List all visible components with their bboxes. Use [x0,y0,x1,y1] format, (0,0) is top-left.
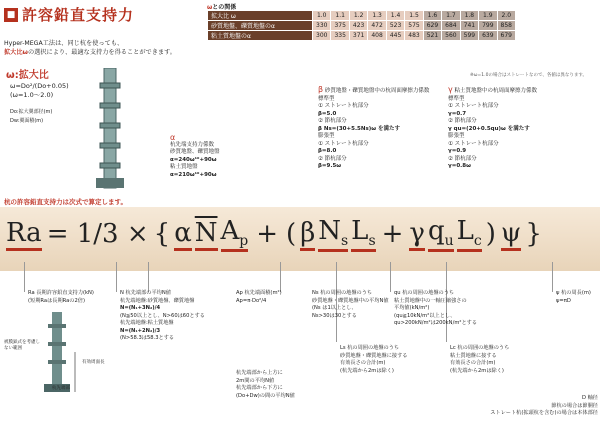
connector-qu [390,262,391,292]
pile-label-2: 杭先端部 [52,386,70,391]
beta-l10: ② 節杭部分 [318,155,347,162]
formula-ap-sub: p [239,233,249,249]
connector-ns [280,262,281,292]
table-row-label: 粘土質地盤のα [208,31,313,41]
gamma-l8: ① ストレート杭部分 [448,140,499,147]
gamma-l10: ② 節杭部分 [448,155,477,162]
note-nr-0: 杭先端部から上方に [236,370,283,376]
formula-plus: + [256,219,279,249]
formula-alpha: α [174,218,192,251]
table-cell: 300 [313,31,331,41]
table-cell: 1.2 [349,11,367,21]
note-n-range [236,370,316,400]
table-row-label: 拡大比 ω [208,11,313,21]
beta-block [318,86,429,171]
alpha-l3: α=240ω¹⁰+90ω [170,156,217,163]
note-n-0: N 杭先端部の平均N値 [120,290,171,296]
formula-brace-open: { [153,219,171,249]
note-d-2: ストレート杭(拡頭杭を含む)の場合は本体部径 [490,410,598,416]
note-lc-1: 粘土質地盤に接する [450,352,497,359]
formula-ns-sub: s [340,233,349,249]
note-ap-1: Ap=π·Do²/4 [236,297,267,304]
formula-qu-main: q [427,216,445,246]
table-heading-omega: ω [207,4,213,11]
beta-l11: β=9.5ω [318,163,342,169]
table-cell: 335 [331,31,349,41]
note-n [120,290,230,343]
pile-label-3: 有効周面長 [82,360,105,365]
omega-def-1: Do:拡大翼部径(m) [10,109,53,115]
table-cell: 375 [331,21,349,31]
note-ns-2: (Ns は1以上とし、 [312,305,357,311]
beta-l6: β Ns=(30+5.5Ns)ω を満たす [318,125,400,132]
note-qu-1: 粘土質地盤中の一軸圧縮強さの [394,297,467,304]
table-cell: 1.8 [460,11,478,21]
formula-qu [428,216,454,252]
note-ls-2: 有効長さの合計(m) [340,360,386,366]
beta-l3: ① ストレート杭部分 [318,103,369,109]
formula-brace-close: } [525,219,542,249]
note-d-0: D 軸径 [581,395,598,401]
table-cell: 575 [405,21,423,31]
formula-psi: ψ [501,218,521,251]
beta-l9: β=8.0 [318,148,337,154]
omega-formula-1: ω=Do²/(Do+0.05) [10,82,69,90]
note-qu-3: (qu≧10kN/m²以上とし、 [394,312,456,319]
note-ap-0: Ap 杭先端面積(m²) [236,290,282,296]
formula-ls [351,216,375,252]
table-heading-text: との関係 [212,4,237,11]
intro-line2: の選択により、最適な支持力を得ることができます。 [27,48,176,56]
table-cell: 858 [497,21,515,31]
formula-ns [318,216,348,252]
beta-l4: β=5.0 [318,110,337,117]
gamma-l5: ② 節杭部分 [448,118,477,124]
formula-ls-main: L [351,216,369,246]
table-cell: 521 [423,31,441,41]
note-ls-1: 砂質地盤・礫質地盤に接する [340,352,408,359]
gamma-block [448,86,537,171]
note-ns-1: 砂質地盤・礫質地盤中の平均N値 [312,297,389,304]
pile-label-1: 被膜鋲式を考慮しない範囲 [4,340,40,351]
beta-l1: 砂質地盤・礫質地盤中の杭周面摩擦力係数 [324,88,430,94]
note-lc-2: 有効長さの合計(m) [450,360,496,366]
table-cell: 1.3 [368,11,386,21]
note-psi [556,290,598,305]
note-ns-0: Ns 杭の周囲の地盤のうち [312,290,373,296]
note-qu [394,290,504,328]
gamma-l4: γ=0.7 [448,110,467,117]
table-cell: 799 [479,21,497,31]
gamma-l2: 標準型 [448,95,465,102]
formula-paren-open: ( [286,219,297,249]
note-ns [312,290,397,320]
gamma-l9: γ=0.9 [448,148,467,154]
intro-line2-wrap [4,49,214,58]
table-cell: 1.4 [386,11,404,21]
alpha-table [207,10,516,41]
omega-formula-2: (ω=1.0〜2.0) [10,91,54,99]
page-header [4,4,134,25]
note-lc [450,345,530,375]
note-d-1: 節杭の場合は節胴径 [551,402,598,409]
note-ra-1: (短期Raは長期Raの2倍) [28,297,85,304]
connector-n [116,262,117,292]
formula-lc [457,216,482,252]
note-n-5: N=(N₁+2N₂)/3 [120,327,161,334]
table-cell: 1.6 [423,11,441,21]
table-footnote: ※ω=1.0の場合はストレートなので、各値は異なります。 [470,73,588,78]
formula-qu-sub: u [444,233,454,249]
formula-n: $\overline{N}$ [195,218,218,251]
formula-ap-main: A [220,216,240,246]
note-qu-2: 平均値(kN/m²) [394,305,430,311]
note-n-4: 杭先端地盤:粘土質地盤 [120,320,174,326]
table-cell: 371 [349,31,367,41]
note-n-3: (N≦50以上とし、N>60は60とする [120,312,205,319]
gamma-l7: 膨張型 [448,133,465,139]
table-cell: 1.5 [405,11,423,21]
table-cell: 560 [442,31,460,41]
beta-l5: ② 節杭部分 [318,118,347,124]
beta-l7: 膨張型 [318,133,335,139]
table-cell: 1.7 [442,11,460,21]
note-nr-2: 杭先端部から下方に [236,385,283,391]
table-cell: 330 [313,21,331,31]
table-cell: 629 [423,21,441,31]
omega-formula [10,82,69,126]
table-cell: 599 [460,31,478,41]
alpha-l5: α=210ω¹⁰+90ω [170,171,217,178]
table-cell: 423 [349,21,367,31]
table-cell: 472 [368,21,386,31]
formula-beta: β [300,218,315,251]
table-cell: 684 [442,21,460,31]
formula-ls-sub: s [368,233,376,249]
gamma-symbol: γ [448,85,453,94]
table-row [208,11,516,21]
formula-paren-close: ) [485,219,496,249]
beta-l2: 標準型 [318,95,335,102]
table-row [208,21,516,31]
formula-ap [221,216,249,252]
table-row [208,31,516,41]
connector-ap [148,262,149,292]
intro-text [4,40,214,57]
table-cell: 741 [460,21,478,31]
table-cell: 639 [479,31,497,41]
note-psi-0: ψ 杭の周長(m) [556,290,591,296]
title-square-icon: ■ [4,8,18,22]
table-cell: 1.9 [479,11,497,21]
formula-lc-main: L [456,216,474,246]
beta-l8: ① ストレート杭部分 [318,140,369,147]
gamma-l6: γ qu=(20+0.5qu)ω を満たす [448,125,530,132]
beta-symbol: β [318,85,324,94]
table-cell: 679 [497,31,515,41]
gamma-l11: γ=0.8ω [448,163,471,169]
table-cell: 483 [405,31,423,41]
note-ls-3: (杭先端から2mは除く) [340,367,394,374]
table-cell: 408 [368,31,386,41]
connector-psi [552,262,553,292]
omega-def-2: Dw:翼面積(m) [10,118,44,124]
formula-lc-sub: c [473,233,482,249]
note-n-1: 杭先端地盤:砂質地盤、礫質地盤 [120,297,195,304]
note-ra [28,290,123,305]
alpha-block [170,134,220,179]
note-ns-3: Ns>30は30とする [312,312,357,319]
formula-plus-2: + [381,219,404,249]
note-n-6: (N>58.3は58.3とする [120,335,175,341]
pile-illustration [90,68,130,193]
alpha-l2: 砂質地盤、礫質地盤 [170,149,220,155]
alpha-l4: 粘土質地盤 [170,164,198,170]
omega-heading: ω:拡大比 [6,70,49,81]
formula-eq: = 1/3 × [46,219,149,249]
main-formula [6,208,542,260]
note-lc-0: Lc 杭の周囲の地盤のうち [450,345,510,351]
note-nr-3: (Do+Dw)の間の平均N値 [236,392,295,399]
table-cell: 445 [386,31,404,41]
formula-ra: Ra [6,218,42,251]
note-qu-4: qu>200kN/m²は200kN/m²とする [394,320,478,326]
page-title: 許容鉛直支持力 [22,6,135,24]
note-ra-0: Ra 長期許容鉛直支持力(kN) [28,290,94,296]
gamma-l1: 粘土質地盤中の杭周面摩擦力係数 [454,88,537,94]
note-nr-1: 2m間の平均N値 [236,377,275,384]
table-row-label: 砂質地盤、礫質地盤のα [208,21,313,31]
alpha-l1: 杭先端支持力係数 [170,141,215,148]
alpha-symbol: α [170,133,176,142]
note-qu-0: qu 杭の周囲の地盤のうち [394,290,455,296]
table-cell: 2.0 [497,11,515,21]
intro-highlight: 拡大比ω [4,48,28,56]
note-ls-0: Ls 杭の周囲の地盤のうち [340,345,400,351]
note-psi-1: ψ=πD [556,297,571,304]
table-cell: 523 [386,21,404,31]
formula-gamma: γ [409,218,425,251]
intro-line1: Hyper-MEGA工法は、同じ杭を使っても、 [4,40,124,47]
note-n-2: N=(N₁+3N₂)/4 [120,305,161,311]
formula-ns-main: N [318,216,341,246]
connector-ra [24,262,25,292]
table-cell: 1.0 [313,11,331,21]
note-d [462,395,598,418]
note-ap [236,290,296,305]
note-lc-3: (杭先端から2mは除く) [450,367,504,374]
gamma-l3: ① ストレート杭部分 [448,103,499,109]
note-ls [340,345,420,375]
table-cell: 1.1 [331,11,349,21]
section-title: 杭の許容鉛直支持力は次式で算定します。 [4,198,127,206]
